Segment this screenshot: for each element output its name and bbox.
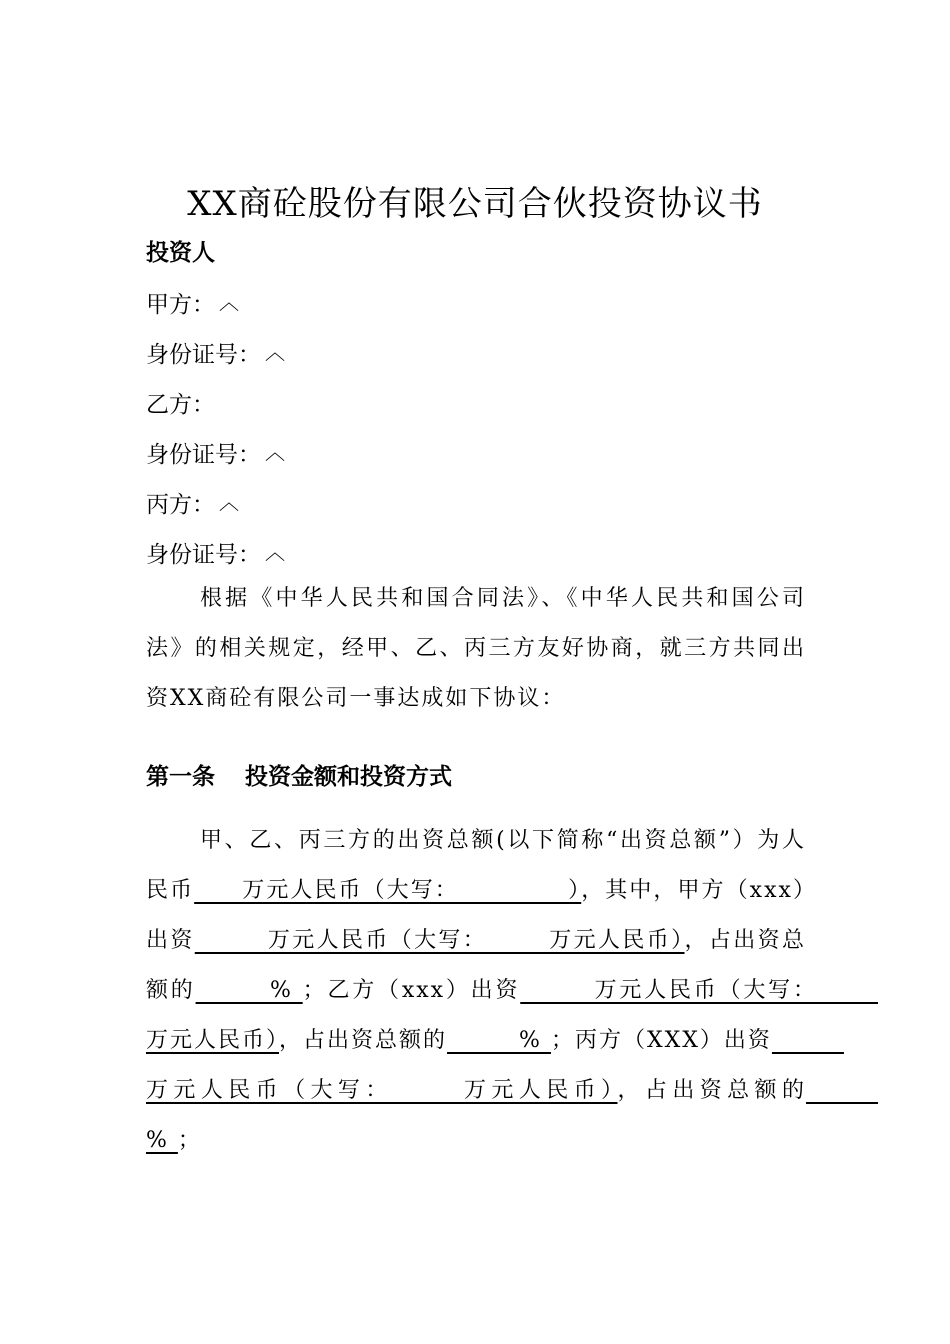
fill-in-blank: %	[146, 1078, 879, 1153]
fill-in-blank: 万元人民币（大写： 万元人民币）	[146, 1028, 844, 1103]
fill-in-blank: 万元人民币（大写： 万元人民币）	[146, 978, 878, 1053]
blank-mark: ︿	[219, 290, 239, 314]
paragraph-text: ，其中，甲方（xxx）出资	[146, 878, 806, 953]
investors-heading: 投资人	[146, 239, 215, 266]
blank-mark: ︿	[219, 490, 239, 514]
id-label: 身份证号：	[146, 342, 261, 368]
paragraph-text: 甲、乙、丙三方的出资总额(以下简称“出资总额”）为人民币	[146, 828, 806, 903]
paragraph-text: ，占出资总额的	[279, 1028, 448, 1053]
intro-paragraph: 根据《中华人民共和国合同法》、《中华人民共和国公司法》的相关规定，经甲、乙、丙三方友好协商，就三方共同出资XX商砼有限公司一事达成如下协议：	[146, 586, 806, 711]
party-label: 甲方：	[146, 292, 215, 318]
party-label: 乙方：	[146, 392, 215, 418]
paragraph-text: ，占出资总额的	[146, 928, 806, 1003]
article-1-heading	[146, 758, 452, 791]
paragraph-text: ；丙方（XXX）出资	[550, 1028, 772, 1053]
article-1-paragraph	[146, 816, 879, 1166]
article-number: 第一条	[146, 763, 215, 790]
id-line-a	[146, 336, 285, 369]
paragraph-text: ；乙方（xxx）出资	[302, 978, 521, 1003]
blank-mark: ︿	[265, 340, 285, 364]
id-label: 身份证号：	[146, 442, 261, 468]
blank-mark: ︿	[265, 440, 285, 464]
party-label: 丙方：	[146, 492, 215, 518]
party-line-b	[146, 386, 219, 419]
party-line-a	[146, 286, 239, 319]
party-line-c	[146, 486, 239, 519]
fill-in-blank: 万元人民币（大写： 万元人民币）	[194, 928, 685, 953]
blank-mark: ︿	[265, 540, 285, 564]
paragraph-text: ，占出资总额的	[617, 1078, 806, 1103]
article-title: 投资金额和投资方式	[245, 763, 452, 790]
id-line-b	[146, 436, 285, 469]
id-line-c	[146, 536, 285, 569]
fill-in-blank: %	[447, 1028, 551, 1053]
fill-in-blank: 万元人民币（大写： ）	[194, 878, 582, 903]
fill-in-blank: %	[195, 978, 303, 1003]
document-title: XX商砼股份有限公司合伙投资协议书	[187, 184, 763, 224]
paragraph-text: ；	[177, 1128, 202, 1153]
id-label: 身份证号：	[146, 542, 261, 568]
